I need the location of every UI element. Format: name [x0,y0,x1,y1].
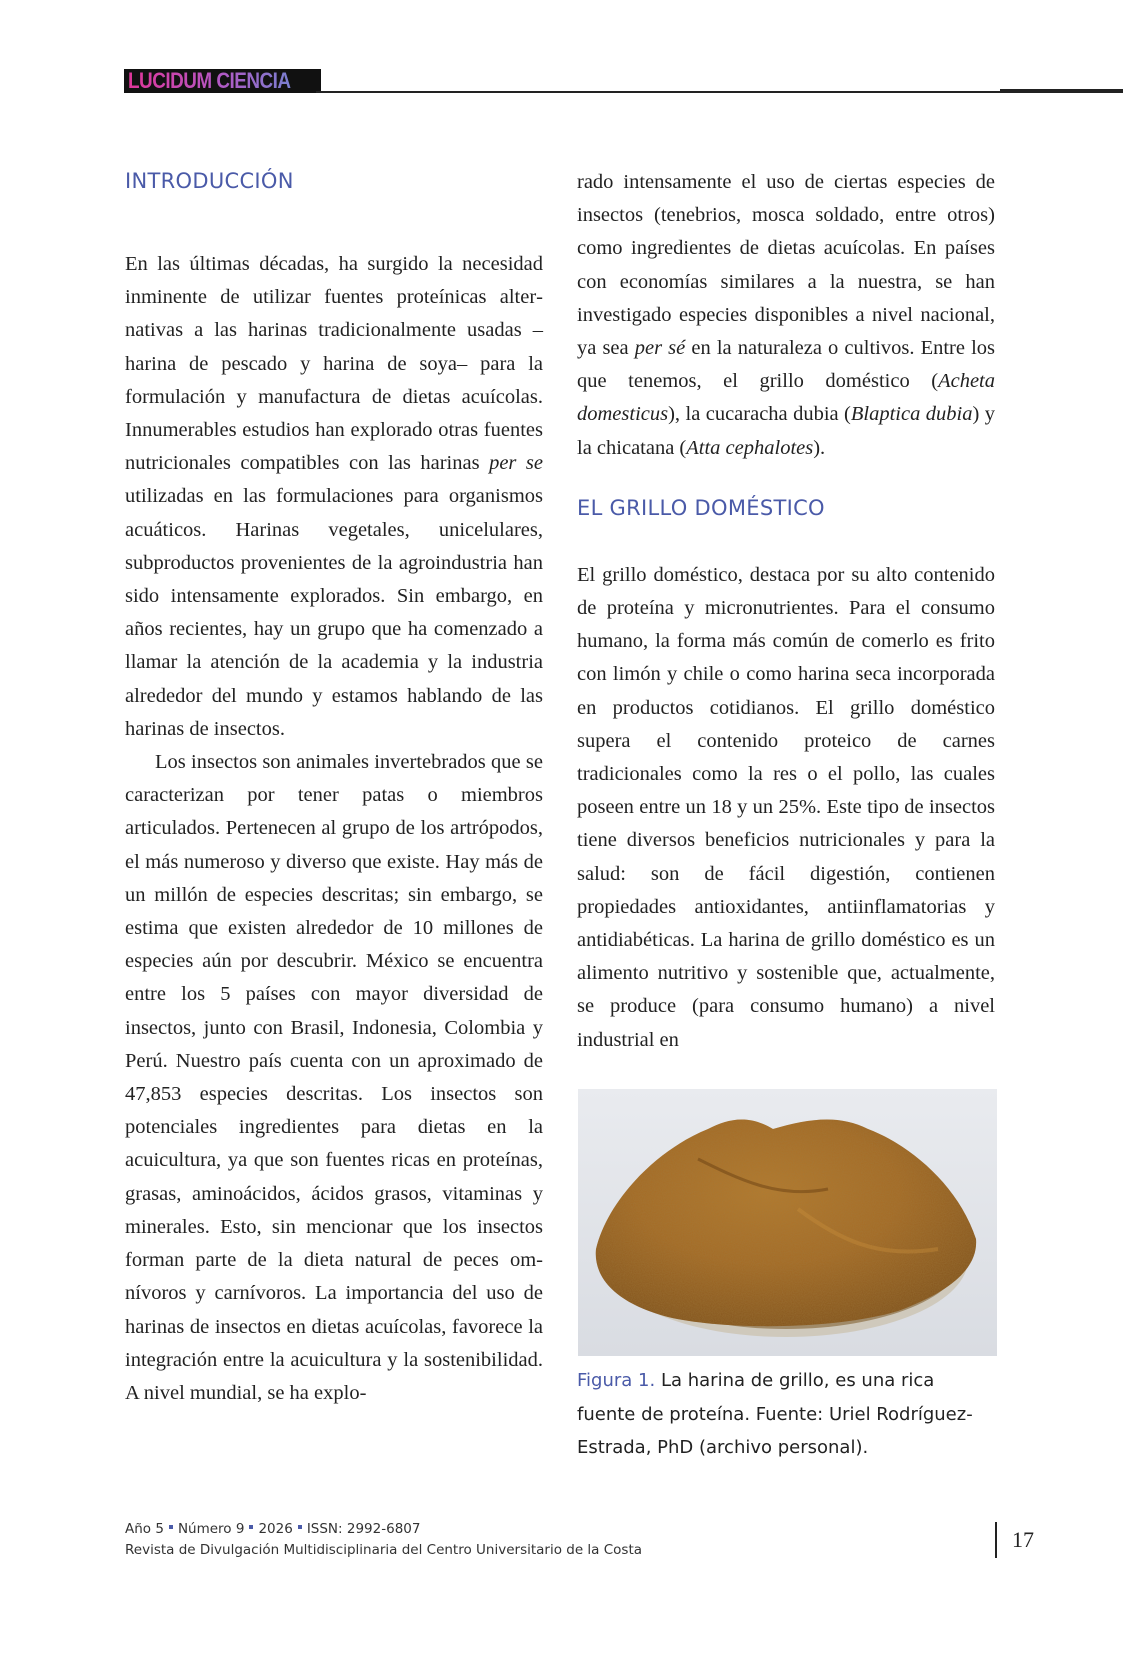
footer-metadata [125,1519,642,1561]
header-rule-accent [1000,89,1123,93]
section-heading-grillo: EL GRILLO DOMÉSTICO [577,495,825,520]
separator-square-icon [169,1525,173,1529]
footer-issn: ISSN: 2992-6807 [306,1521,421,1537]
section-heading-introduccion: INTRODUCCIÓN [125,169,294,193]
page-number-divider [995,1522,997,1558]
footer-journal-name: Revista de Divulgación Multidisciplinaria del Centro Universitario de la Costa [125,1542,643,1558]
separator-square-icon [249,1525,253,1529]
footer-year: Año 5 [125,1521,164,1537]
figure-cricket-flour-photo [578,1089,997,1356]
paragraph-grillo: El grillo doméstico, destaca por su alto contenido de proteína y micronutrientes. Para el consumo humano, la forma más común de comerlo es frito con limón y chile o como harina seca incorporada en productos cotidianos. El grillo doméstico supera el contenido proteico de carnes tradicionales como la res o el pollo, las cuales poseen entre un 18 y un 25%. Este tipo de insectos tiene diversos beneficios nutricionales y para la salud: son de fácil digestión, contienen propiedades antioxidantes, antiinflamatorias y antidiabéticas. La harina de grillo doméstico es un alimento nutritivo y sostenible que, actualmente, se produce (para consumo humano) a nivel industrial en [577,563,995,1051]
paragraph-intro: En las últimas décadas, ha surgido la necesidad inminente de utilizar fuentes proteínicas alternativas a las harinas tradicionalmente usadas –harina de pescado y harina de soya– para la formulación y manufactura de dietas acuícolas. Innumerables estudios han explorado otras fuentes nutricionales compatibles con las harinas per se utilizadas en las formulaciones para organismos acuáticos. Harinas vegetales, unicelulares, subproductos provenientes de la agroindustria han sido intensamente explorados. Sin embargo, en años recientes, hay un grupo que ha comenzado a llamar la atención de la academia y la industria alrededor del mundo y estamos hablando de las harinas de insectos. [125,253,543,740]
figure-caption-text: La harina de grillo, es una rica fuente de proteína. Fuente: Uriel Rodríguez-Estrada, PhD (archivo personal). [577,1370,973,1458]
page-number: 17 [1012,1527,1034,1552]
footer-issue: Número 9 [177,1521,245,1537]
paragraph-continuation: rado intensamente el uso de ciertas especies de insectos (tenebrios, mosca soldado, entre otros) como ingredientes de dietas acuícolas. En países con economías similares a la nuestra, se han investigado especies disponibles a nivel nacional, ya sea per sé en la naturaleza o cultivos. Entre los que tenemos, el grillo doméstico (Acheta domesticus), la cucaracha dubia (Blaptica dubia) y la chicatana (Atta cephalotes). [577,171,995,459]
journal-logo-text: LUCIDUM CIENCIA [128,68,291,93]
left-column [125,166,543,1410]
cricket-flour-image [578,1089,997,1356]
separator-square-icon [298,1525,302,1529]
figure-label: Figura 1. [577,1370,656,1391]
footer-date: 2026 [258,1521,293,1537]
footer-issue-line [125,1519,642,1540]
right-column [577,166,995,1057]
journal-logo [124,69,321,93]
paragraph-insectos: Los insectos son animales invertebrados que se caracterizan por tener patas o miembros articulados. Pertenecen al grupo de los artrópodos, el más numeroso y diverso que existe. Hay más de un millón de especies descritas; sin embargo, se estima que existen alrededor de 10 millones de especies aún por descubrir. México se encuentra entre los 5 países con mayor diversidad de insectos, junto con Brasil, Indonesia, Colombia y Perú. Nuestro país cuenta con un aproximado de 47,853 especies descritas. Los insectos son potenciales ingredientes para dietas en la acuicultura, ya que son fuentes ricas en proteínas, grasas, aminoácidos, ácidos grasos, vitaminas y minerales. Esto, sin mencionar que los insectos forman parte de la dieta natural de peces omnívoros y carnívoros. La importancia del uso de harinas de insectos en dietas acuícolas, favorece la integración entre la acuicultura y la sostenibilidad. A nivel mundial, se ha explo- [125,751,543,1404]
figure-caption [577,1364,997,1465]
header-rule [316,91,1001,93]
